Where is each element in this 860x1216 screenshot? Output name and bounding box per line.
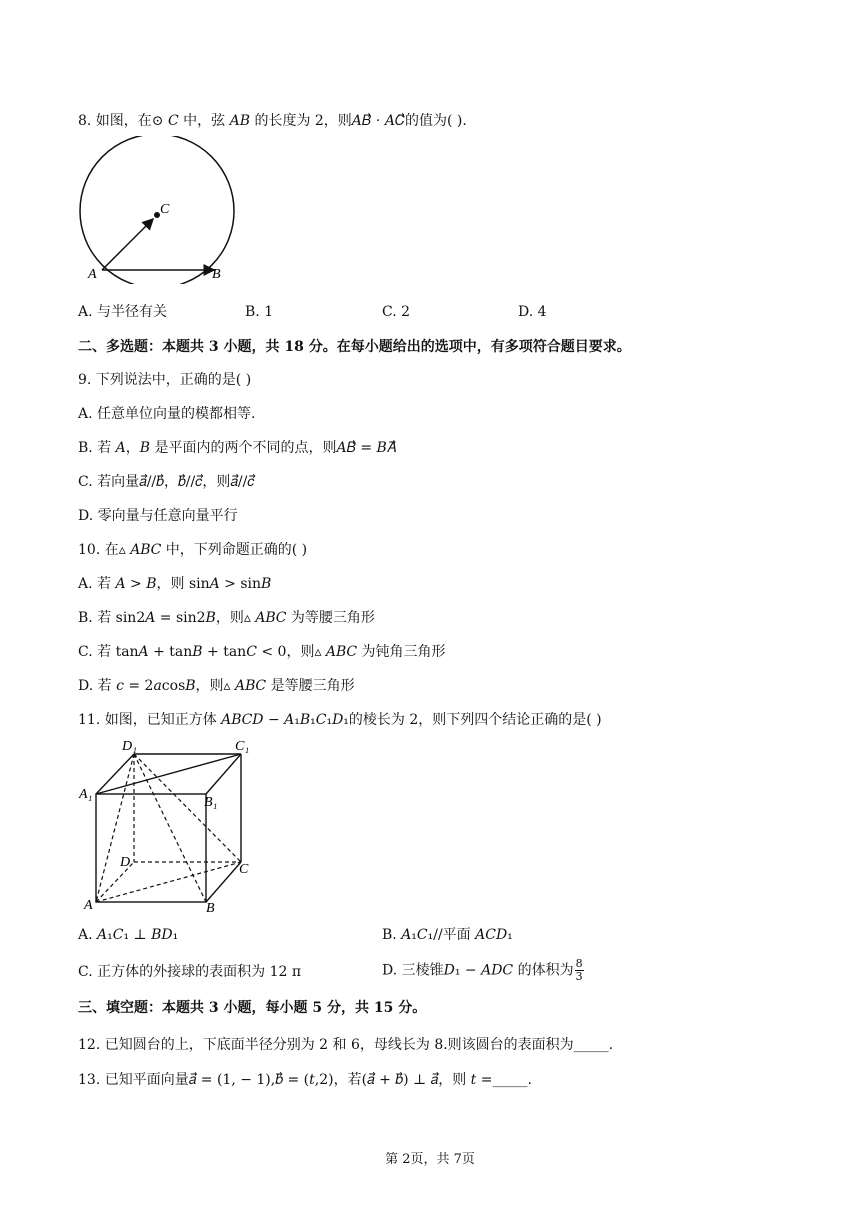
- edge-b1-c1: [206, 754, 241, 794]
- q9-stem: 9. 下列说法中，正确的是( ): [78, 372, 252, 388]
- label-c: C: [239, 862, 249, 877]
- q10-option-c[interactable]: C. 若 tan𝐴 + tan𝐵 + tan𝐶 < 0，则▵ 𝐴𝐵𝐶 为钝角三角形: [78, 644, 446, 660]
- label-b1: B₁: [204, 795, 218, 810]
- q9-option-d[interactable]: D. 零向量与任意向量平行: [78, 508, 238, 524]
- fraction-numerator: 8: [575, 957, 583, 970]
- q11-option-c[interactable]: C. 正方体的外接球的表面积为 12 π: [78, 964, 302, 980]
- q10-stem: 10. 在▵ 𝐴𝐵𝐶 中，下列命题正确的( ): [78, 542, 308, 558]
- label-a: A: [88, 267, 97, 282]
- q10-option-a[interactable]: A. 若 𝐴 > 𝐵，则 sin𝐴 > sin𝐵: [78, 576, 272, 592]
- q9-option-c[interactable]: C. 若向量𝑎⃗//𝑏⃗，𝑏⃗//𝑐⃗，则𝑎⃗//𝑐⃗: [78, 474, 255, 490]
- q10-option-d[interactable]: D. 若 𝑐 = 2𝑎cos𝐵，则▵ 𝐴𝐵𝐶 是等腰三角形: [78, 678, 355, 694]
- fraction-denominator: 3: [575, 970, 583, 983]
- label-c1: C₁: [235, 739, 250, 754]
- q10-option-b[interactable]: B. 若 sin2𝐴 = sin2𝐵，则▵ 𝐴𝐵𝐶 为等腰三角形: [78, 610, 375, 626]
- diag-a1-c1: [96, 754, 241, 794]
- q9-option-b[interactable]: B. 若 𝐴，𝐵 是平面内的两个不同的点，则𝐴𝐵⃗ = 𝐵𝐴⃗: [78, 440, 397, 456]
- label-b: B: [206, 901, 215, 912]
- label-c: C: [160, 202, 170, 217]
- q11-option-d[interactable]: [382, 958, 584, 983]
- q8-option-c[interactable]: C. 2: [382, 304, 411, 320]
- q12-text: 12. 已知圆台的上，下底面半径分别为 2 和 6，母线长为 8.则该圆台的表面积为_____.: [78, 1037, 614, 1053]
- q8-option-a[interactable]: A. 与半径有关: [78, 304, 168, 320]
- dashed-d1-a: [96, 754, 134, 902]
- q8-circle-figure: [76, 136, 240, 284]
- label-d1: D₁: [122, 739, 137, 754]
- q13-text: 13. 已知平面向量𝑎⃗ = (1, − 1),𝑏⃗ = (𝑡,2)，若(𝑎⃗ + 𝑏⃗) ⊥ 𝑎⃗，则 𝑡 =_____.: [78, 1072, 532, 1088]
- vector-ac-arrow: [102, 219, 153, 270]
- q8-option-b[interactable]: B. 1: [245, 304, 274, 320]
- circle-outline: [80, 136, 234, 284]
- q11-option-b[interactable]: B. 𝐴₁𝐶₁//平面 𝐴𝐶𝐷₁: [382, 927, 513, 943]
- edge-a1-d1: [96, 754, 134, 794]
- q8-stem: 8. 如图，在⊙ 𝐶 中，弦 𝐴𝐵 的长度为 2，则𝐴𝐵⃗ ⋅ 𝐴𝐶⃗的值为( ).: [78, 113, 467, 129]
- dashed-d1-b: [134, 754, 206, 902]
- q11-option-d-text: D. 三棱锥𝐷₁ − 𝐴𝐷𝐶 的体积为: [382, 962, 574, 979]
- q8-option-d[interactable]: D. 4: [518, 304, 547, 320]
- dashed-a-c: [96, 862, 241, 902]
- edge-b-c: [206, 862, 241, 902]
- label-b: B: [212, 267, 221, 282]
- section-2-heading: 二、多选题：本题共 3 小题，共 18 分。在每小题给出的选项中，有多项符合题目要求。: [78, 339, 631, 355]
- label-a: A: [84, 898, 93, 912]
- q11-option-a[interactable]: A. 𝐴₁𝐶₁ ⊥ 𝐵𝐷₁: [78, 927, 179, 943]
- page-footer: 第 2页，共 7页: [385, 1152, 475, 1167]
- section-3-heading: 三、填空题：本题共 3 小题，每小题 5 分，共 15 分。: [78, 1000, 427, 1016]
- label-d: D: [120, 855, 131, 870]
- q11-stem: 11. 如图，已知正方体 𝐴𝐵𝐶𝐷 − 𝐴₁𝐵₁𝐶₁𝐷₁的棱长为 2，则下列四个结论正确的是( ): [78, 712, 602, 728]
- q11-cube-figure: [78, 736, 258, 912]
- label-a1: A₁: [79, 787, 93, 802]
- q9-option-a[interactable]: A. 任意单位向量的模都相等.: [78, 406, 256, 422]
- dashed-d1-c: [134, 754, 241, 862]
- fraction: [575, 958, 584, 983]
